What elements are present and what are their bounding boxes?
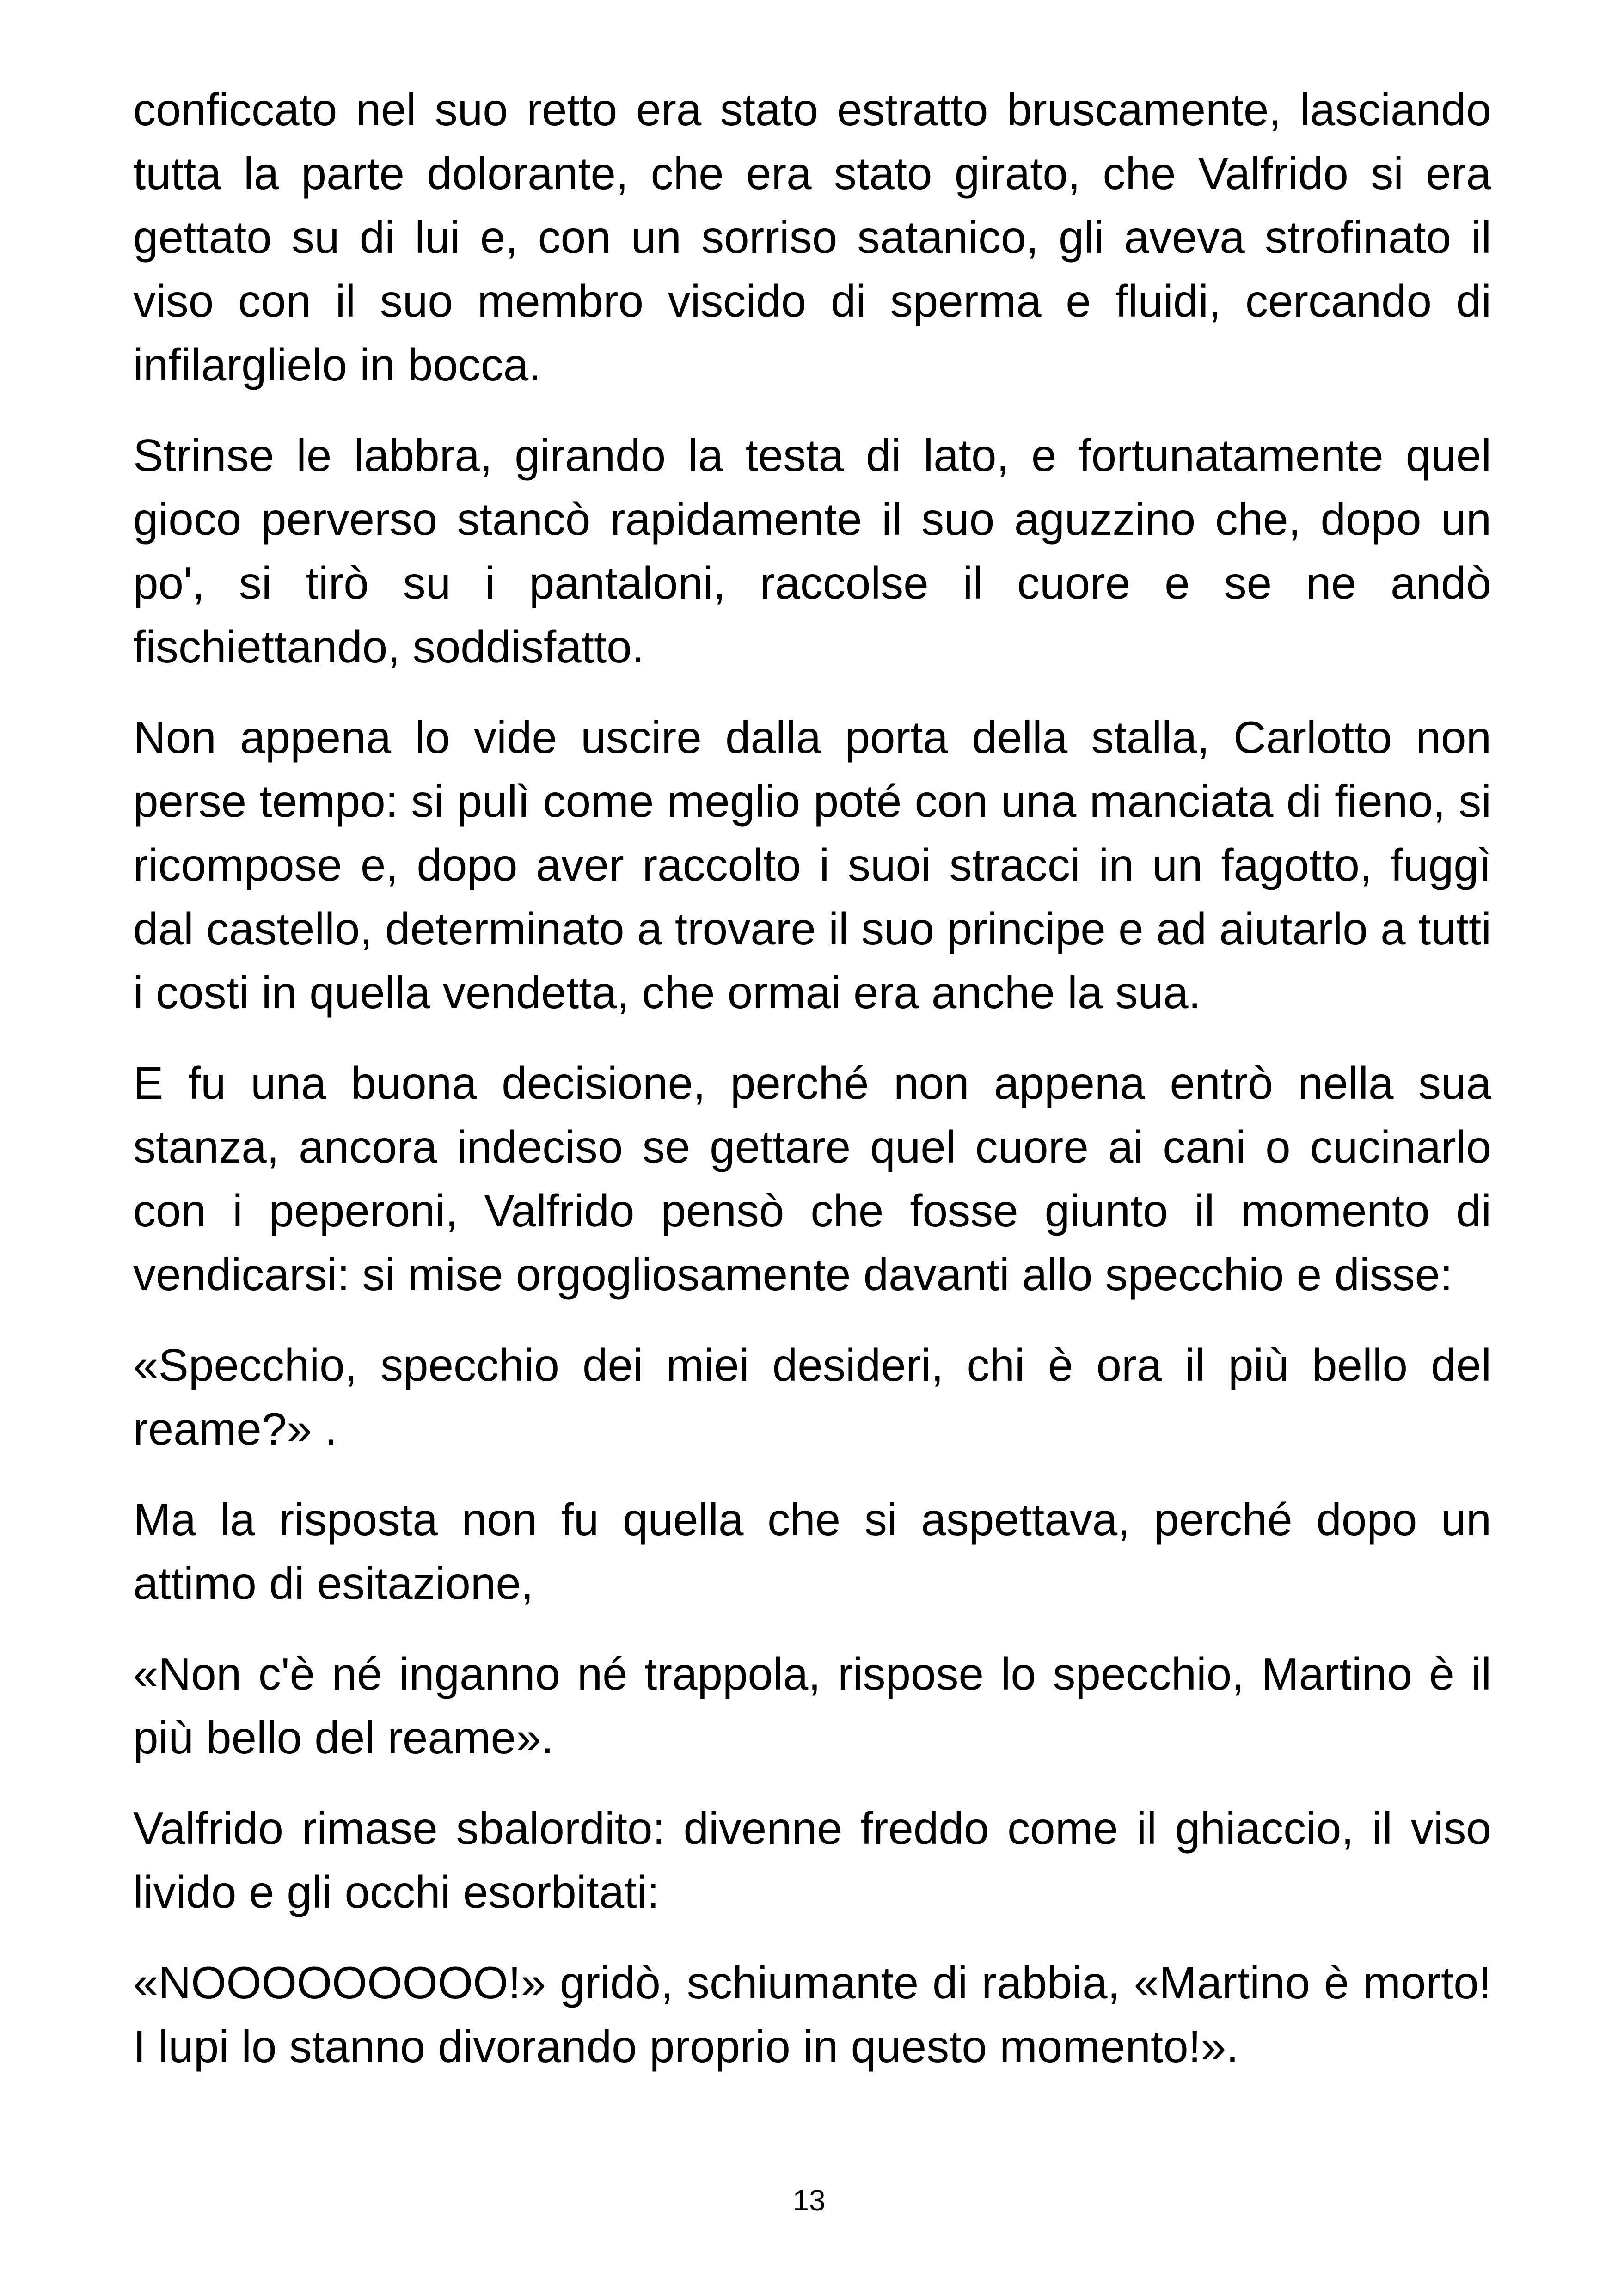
paragraph: Valfrido rimase sbalordito: divenne freddo come il ghiaccio, il viso livido e gli occhi esorbitati: [133,1803,1491,1917]
paragraph: «Non c'è né inganno né trappola, rispose lo specchio, Martino è il più bello del reame». [133,1648,1491,1763]
paragraph: Non appena lo vide uscire dalla porta della stalla, Carlotto non perse tempo: si pulì come meglio poté con una manciata di fieno, si ricompose e, dopo aver raccolto i suoi stracci in un fagotto, fuggì dal castello, determinato a trovare il suo principe e ad aiutarlo a tutti i costi in quella vendetta, che ormai era anche la sua. [133,712,1491,1018]
paragraph: «NOOOOOOOOO!» gridò, schiumante di rabbia, «Martino è morto! I lupi lo stanno divorando proprio in questo momento!». [133,1957,1491,2072]
paragraph: conficcato nel suo retto era stato estratto bruscamente, lasciando tutta la parte dolorante, che era stato girato, che Valfrido si era gettato su di lui e, con un sorriso satanico, gli aveva strofinato il viso con il suo membro viscido di sperma e fluidi, cercando di infilarglielo in bocca. [133,84,1491,390]
paragraph: «Specchio, specchio dei miei desideri, chi è ora il più bello del reame?» . [133,1340,1491,1454]
paragraph: Strinse le labbra, girando la testa di lato, e fortunatamente quel gioco perverso stancò rapidamente il suo aguzzino che, dopo un po', si tirò su i pantaloni, raccolse il cuore e se ne andò fischiettando, soddisfatto. [133,430,1491,672]
page-body [133,78,1491,2105]
paragraph: Ma la risposta non fu quella che si aspettava, perché dopo un attimo di esitazione, [133,1494,1491,1609]
page-number: 13 [792,2184,826,2217]
paragraph: E fu una buona decisione, perché non appena entrò nella sua stanza, ancora indeciso se gettare quel cuore ai cani o cucinarlo con i peperoni, Valfrido pensò che fosse giunto il momento di vendicarsi: si mise orgogliosamente davanti allo specchio e disse: [133,1058,1491,1300]
